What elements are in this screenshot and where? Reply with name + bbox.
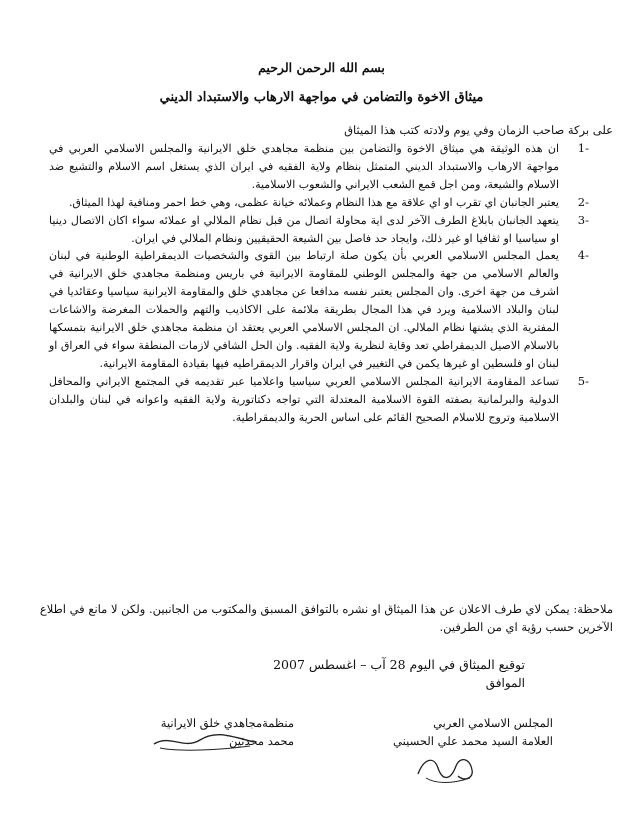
item-text: تساعد المقاومة الايرانية المجلس الاسلامي العربي سياسيا واعلاميا عبر تقديمه في المجتمع الايراني والمحافل الدولية والبرلمانية بصفته القوة الاسلامية المعتدلة التي تواجه دكتاتورية ولاية الفقيه واعوانه في لبنان والبلدان الاسلامية وتروج للاسلام الصحيح القائم على اساس الحرية والديمقراطية. — [49, 374, 559, 424]
basmala: بسم الله الرحمن الرحيم — [258, 60, 385, 75]
handwritten-signature-right — [412, 748, 482, 788]
item-number: 1- — [577, 141, 589, 155]
approved-label: الموافق — [485, 676, 525, 690]
item-number: 5- — [577, 373, 589, 388]
charter-item-5 — [49, 373, 589, 427]
item-text: ان هذه الوثيقة هي ميثاق الاخوة والتضامن بين منظمة مجاهدي خلق الايرانية والمجلس الاسلامي العربي في مواجهة الارهاب والاستبداد الديني المتمثل بنظام ولاية الفقيه في ايران الذي يستغل اسم الاسلام والتشيع ضد الاسلام والشيعة، ومن اجل قمع الشعب الايراني والشعوب الاسلامية. — [49, 142, 559, 191]
charter-item-1 — [49, 140, 589, 194]
charter-item-4 — [49, 247, 589, 372]
item-text: يعتبر الجانبان اي تقرب او اي علاقة مع هذا النظام وعملائه خيانة عظمى، وهي خط احمر ومنافية لهذا الميثاق. — [68, 195, 559, 209]
charter-items — [49, 140, 589, 427]
signatory-org: منظمةمجاهدي خلق الايرانية — [160, 716, 294, 730]
signing-date: توقيع الميثاق في اليوم 28 آب – اغسطس 2007 — [273, 657, 525, 672]
item-number: 2- — [577, 194, 589, 209]
signatory-right — [313, 714, 553, 750]
charter-item-2 — [49, 194, 589, 212]
item-text: يعمل المجلس الاسلامي العربي بأن يكون صلة ارتباط بين القوى والشخصيات الديمقراطية الوطنية في لبنان والعالم الاسلامي من جهة والمجلس الوطني للمقاومة الايرانية في باريس ومنظمة مجاهدي خلق الايرانية في اشرف من جهة اخرى. وان المجلس يعتبر نفسه مدافعا عن مجاهدي خلق والمقاومة الايرانية سياسيا وعقائديا في لبنان والبلاد الاسلامية ويرد في هذا المجال بطريقة ملائمة على الاكاذيب والتهم والحملات المغرضة والاشاعات المفترية الذي يشنها نظام الملالي. ان المجلس الاسلامي العربي يعتقد ان منظمة مجاهدي خلق الايرانية بتمسكها بالاسلام الاصيل الديمقراطي تعد وقاية لنظرية ولاية الفقيه. وان الحل الشافي لازمات المنطقة سواء في العراق او لبنان او فلسطين او غيرها يكمن في التغيير في ايران واقرار الديمقراطيه فيها بقيادة المقاومة الايرانية. — [49, 249, 559, 370]
signatory-person: محمد محدثين — [229, 734, 294, 748]
intro-line: على بركة صاحب الزمان وفي يوم ولادته كتب هذا الميثاق — [344, 123, 613, 137]
signatory-person: العلامة السيد محمد علي الحسيني — [393, 734, 553, 748]
charter-item-3 — [49, 212, 589, 248]
signatory-org: المجلس الاسلامي العربي — [433, 716, 553, 730]
item-number: 3- — [577, 212, 589, 227]
item-number: 4- — [577, 248, 589, 263]
note-paragraph: ملاحظة: يمكن لاي طرف الاعلان عن هذا الميثاق او نشره بالتوافق المسبق والمكتوب من الجانبين. ولكن لا مانع في اطلاع الآخرين حسب رؤية اي من الطرفين. — [39, 602, 613, 634]
signing-block — [105, 656, 525, 692]
handwritten-signature-left — [150, 728, 260, 754]
item-text: يتعهد الجانبان بابلاغ الطرف الآخر لدى اية محاولة اتصال من قبل نظام الملالي او عملائه سواء اكان الاتصال دينيا او سياسيا او ثقافيا او غير ذلك، وايجاد حد فاصل بين الشيعة الحقيقيين ونظام الملالي في ايران. — [49, 213, 559, 245]
document-title: ميثاق الاخوة والتضامن في مواجهة الارهاب والاستبداد الديني — [159, 90, 484, 105]
